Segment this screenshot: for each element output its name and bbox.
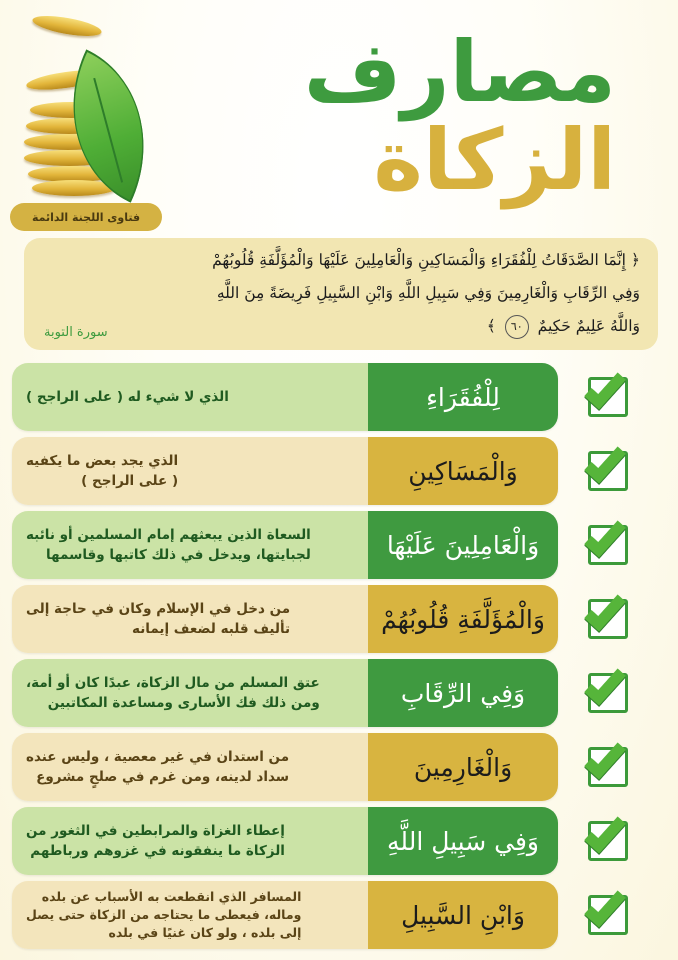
category-description bbox=[12, 807, 368, 875]
checkbox-icon bbox=[588, 673, 628, 713]
description-line: ( على الراجح ) bbox=[81, 473, 179, 489]
verse-line-3-text: وَاللَّهُ عَلِيمٌ حَكِيمٌ bbox=[537, 317, 640, 335]
category-row-freeing-captives bbox=[12, 659, 558, 727]
category-description bbox=[12, 511, 368, 579]
verse-box bbox=[24, 238, 658, 350]
description-line: سداد لدينه، ومن غرم في صلحٍ مشروع bbox=[36, 769, 290, 785]
category-row-wayfarer bbox=[12, 881, 558, 949]
description-line: إعطاء الغزاة والمرابطين في الثغور من bbox=[26, 823, 285, 839]
category-row-collectors bbox=[12, 511, 558, 579]
description-line: المسافر الذي انقطعت به الأسباب عن بلده bbox=[41, 889, 302, 904]
title-line-1: مصارف bbox=[303, 23, 616, 121]
surah-name: سورة التوبة bbox=[44, 325, 108, 340]
category-row-hearts-reconciled bbox=[12, 585, 558, 653]
checkbox-icon bbox=[588, 451, 628, 491]
description-line: الذي لا شيء له ( على الراجح ) bbox=[26, 389, 229, 405]
verse-line-2: وَفِي الرِّقَابِ وَالْغَارِمِينَ وَفِي سَبِيلِ اللَّهِ وَابْنِ السَّبِيلِ فَرِيضَةً مِنَ اللَّهِ bbox=[216, 284, 640, 302]
checkbox-icon bbox=[588, 747, 628, 787]
category-term: وَالْغَارِمِينَ bbox=[368, 733, 558, 801]
checkbox-icon bbox=[588, 895, 628, 935]
description-line: الزكاة ما ينفقونه في غزوهم ورباطهم bbox=[30, 843, 285, 859]
category-row-needy bbox=[12, 437, 558, 505]
category-description bbox=[12, 881, 368, 949]
category-term: وَالْمُؤَلَّفَةِ قُلُوبُهُمْ bbox=[368, 585, 558, 653]
description-line: من دخل في الإسلام وكان في حاجة إلى bbox=[26, 601, 291, 617]
checkbox-icon bbox=[588, 377, 628, 417]
category-term: وَالْعَامِلِينَ عَلَيْهَا bbox=[368, 511, 558, 579]
category-row-cause-of-allah bbox=[12, 807, 558, 875]
description-line: تأليف قلبه لضعف إيمانه bbox=[132, 621, 291, 637]
category-term: وَالْمَسَاكِينِ bbox=[368, 437, 558, 505]
category-description bbox=[12, 659, 368, 727]
category-description bbox=[12, 363, 368, 431]
category-term: وَفِي سَبِيلِ اللَّهِ bbox=[368, 807, 558, 875]
source-badge: فتاوى اللجنة الدائمة bbox=[10, 203, 162, 231]
title-line-2: الزكاة bbox=[373, 111, 616, 209]
description-line: إلى بلده ، ولو كان غنيًا في بلده bbox=[108, 925, 302, 940]
leaf-vein bbox=[93, 77, 123, 182]
description-line: وماله، فيعطى ما يحتاجه من الزكاة حتى يصل bbox=[26, 907, 302, 922]
category-description bbox=[12, 733, 368, 801]
checkbox-icon bbox=[588, 599, 628, 639]
description-line: لجبايتها، ويدخل في ذلك كاتبها وقاسمها bbox=[46, 547, 311, 563]
category-row-poor bbox=[12, 363, 558, 431]
verse-line-1: ﴿ إِنَّمَا الصَّدَقَاتُ لِلْفُقَرَاءِ وَالْمَسَاكِينِ وَالْعَامِلِينَ عَلَيْهَا وَالْمُؤَلَّفَةِ قُلُوبُهُمْ bbox=[212, 251, 640, 269]
description-line: ومن ذلك فك الأسارى ومساعدة المكاتبين bbox=[47, 695, 320, 711]
description-line: السعاة الذين يبعثهم إمام المسلمين أو نائبه bbox=[26, 527, 311, 543]
category-term: لِلْفُقَرَاءِ bbox=[368, 363, 558, 431]
category-row-debtors bbox=[12, 733, 558, 801]
coins-leaf-illustration bbox=[18, 14, 188, 204]
category-term: وَفِي الرِّقَابِ bbox=[368, 659, 558, 727]
category-term: وَابْنِ السَّبِيلِ bbox=[368, 881, 558, 949]
checkbox-icon bbox=[588, 821, 628, 861]
category-description bbox=[12, 437, 368, 505]
checkbox-icon bbox=[588, 525, 628, 565]
ayah-number-badge: ٦٠ bbox=[505, 315, 529, 339]
description-line: الذي يجد بعض ما يكفيه bbox=[26, 453, 179, 469]
closing-bracket: ﴾ bbox=[486, 317, 496, 335]
verse-line-3 bbox=[38, 310, 640, 343]
category-description bbox=[12, 585, 368, 653]
description-line: من استدان في غير معصية ، وليس عنده bbox=[26, 749, 290, 765]
coin-icon bbox=[31, 12, 103, 40]
description-line: عتق المسلم من مال الزكاة، عبدًا كان أو أمة، bbox=[26, 675, 320, 691]
